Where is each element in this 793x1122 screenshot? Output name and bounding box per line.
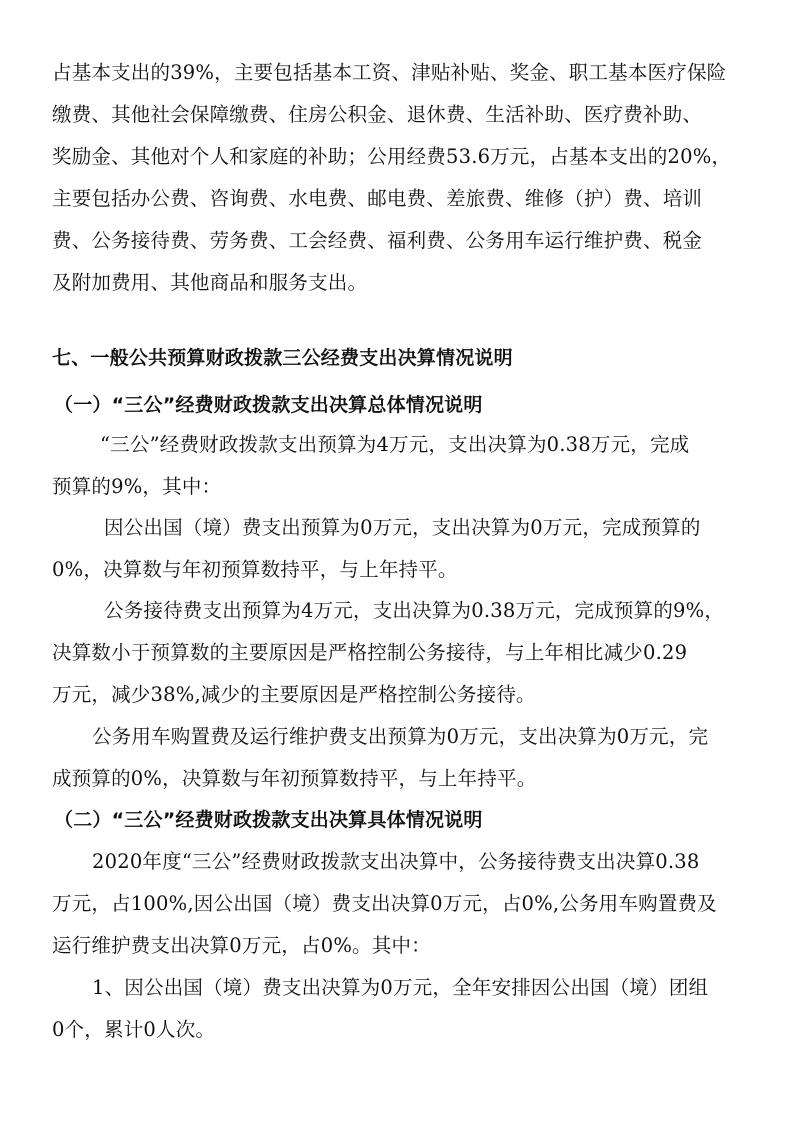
paragraph-line: 万元，占100%,因公出国（境）费支出决算0万元，占0%,公务用车购置费及 (52, 892, 717, 915)
subsection-heading: （二）“三公”经费财政拨款支出决算具体情况说明 (54, 809, 483, 831)
section-heading: 七、一般公共预算财政拨款三公经费支出决算情况说明 (52, 347, 513, 369)
paragraph-line: 公务接待费支出预算为4万元，支出决算为0.38万元，完成预算的9%， (104, 599, 725, 622)
paragraph-line: 主要包括办公费、咨询费、水电费、邮电费、差旅费、维修（护）费、培训 (52, 187, 703, 210)
paragraph-line: “三公”经费财政拨款支出预算为4万元，支出决算为0.38万元，完成 (100, 433, 690, 456)
paragraph-line: 公务用车购置费及运行维护费支出预算为0万元，支出决算为0万元，完 (92, 725, 709, 748)
paragraph-line: 奖励金、其他对个人和家庭的补助；公用经费53.6万元，占基本支出的20%， (52, 145, 732, 168)
paragraph-line: 及附加费用、其他商品和服务支出。 (52, 271, 368, 294)
subsection-heading: （一）“三公”经费财政拨款支出决算总体情况说明 (54, 394, 483, 416)
paragraph-line: 0%，决算数与年初预算数持平，与上年持平。 (52, 558, 458, 581)
paragraph-line: 万元，减少38%,减少的主要原因是严格控制公务接待。 (52, 683, 536, 706)
paragraph-line: 运行维护费支出决算0万元，占0%。其中： (52, 934, 431, 957)
paragraph-line: 成预算的0%，决算数与年初预算数持平，与上年持平。 (52, 767, 537, 790)
paragraph-line: 预算的9%，其中： (52, 475, 222, 498)
paragraph-line: 因公出国（境）费支出预算为0万元，支出决算为0万元，完成预算的 (104, 516, 701, 539)
paragraph-line: 0个，累计0人次。 (52, 1018, 216, 1041)
paragraph-line: 2020年度“三公”经费财政拨款支出决算中，公务接待费支出决算0.38 (92, 850, 700, 873)
paragraph-line: 缴费、其他社会保障缴费、住房公积金、退休费、生活补助、医疗费补助、 (52, 103, 703, 126)
paragraph-line: 决算数小于预算数的主要原因是严格控制公务接待，与上年相比减少0.29 (52, 641, 688, 664)
paragraph-line: 占基本支出的39%，主要包括基本工资、津贴补贴、奖金、职工基本医疗保险 (52, 61, 727, 84)
paragraph-line: 1、因公出国（境）费支出决算为0万元，全年安排因公出国（境）团组 (92, 976, 709, 999)
paragraph-line: 费、公务接待费、劳务费、工会经费、福利费、公务用车运行维护费、税金 (52, 229, 703, 252)
